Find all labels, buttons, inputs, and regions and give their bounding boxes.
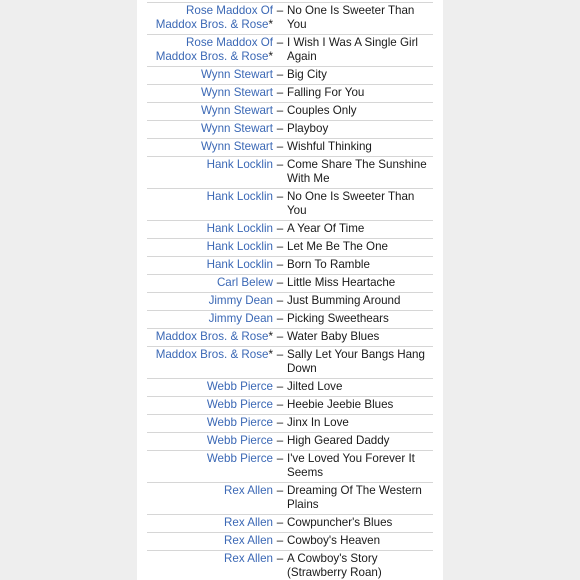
artist-link[interactable]: Wynn Stewart — [200, 86, 273, 99]
track-title: Playboy — [287, 122, 329, 135]
track-title: No One Is Sweeter Than You — [287, 190, 415, 217]
track-title: Big City — [287, 68, 327, 81]
separator-dash: – — [276, 158, 284, 171]
artist-link[interactable]: Webb Pierce — [206, 434, 273, 447]
track-title: High Geared Daddy — [287, 434, 390, 447]
artist-link[interactable]: Rose Maddox Of Maddox Bros. & Rose — [155, 36, 273, 63]
separator-dash: – — [276, 294, 284, 307]
artist-cell — [147, 398, 273, 412]
artist-cell — [147, 122, 273, 136]
track-row — [147, 532, 433, 550]
track-row — [147, 310, 433, 328]
track-title: Water Baby Blues — [287, 330, 380, 343]
separator-dash: – — [276, 552, 284, 565]
artist-link[interactable]: Hank Locklin — [206, 222, 273, 235]
track-title: Cowpuncher's Blues — [287, 516, 393, 529]
track-title: Wishful Thinking — [287, 140, 372, 153]
artist-link[interactable]: Wynn Stewart — [200, 104, 273, 117]
separator-dash: – — [276, 330, 284, 343]
artist-link[interactable]: Maddox Bros. & Rose — [155, 348, 269, 361]
artist-cell — [147, 258, 273, 272]
artist-cell — [147, 534, 273, 548]
artist-star-marker: * — [268, 348, 273, 361]
artist-link[interactable]: Rex Allen — [224, 552, 273, 565]
separator-dash: – — [276, 240, 284, 253]
artist-link[interactable]: Webb Pierce — [206, 452, 273, 465]
separator-dash: – — [276, 312, 284, 325]
artist-link[interactable]: Hank Locklin — [206, 158, 273, 171]
track-row — [147, 188, 433, 220]
track-title: Born To Ramble — [287, 258, 370, 271]
separator-dash: – — [276, 36, 284, 49]
separator-dash: – — [276, 276, 284, 289]
track-row — [147, 2, 433, 34]
artist-cell — [147, 190, 273, 204]
track-row — [147, 220, 433, 238]
artist-cell — [147, 86, 273, 100]
track-row — [147, 378, 433, 396]
track-row — [147, 432, 433, 450]
separator-dash: – — [276, 398, 284, 411]
artist-cell — [147, 452, 273, 466]
track-row — [147, 514, 433, 532]
separator-dash: – — [276, 516, 284, 529]
separator-dash: – — [276, 122, 284, 135]
track-row — [147, 450, 433, 482]
track-title: Just Bumming Around — [287, 294, 401, 307]
track-row — [147, 34, 433, 66]
artist-star-marker: * — [268, 18, 273, 31]
artist-cell — [147, 434, 273, 448]
track-title: Come Share The Sunshine With Me — [287, 158, 427, 185]
artist-link[interactable]: Wynn Stewart — [200, 140, 273, 153]
track-row — [147, 482, 433, 514]
artist-link[interactable]: Rex Allen — [224, 534, 273, 547]
separator-dash: – — [276, 86, 284, 99]
track-row — [147, 256, 433, 274]
artist-star-marker: * — [268, 330, 273, 343]
track-row — [147, 102, 433, 120]
track-row — [147, 138, 433, 156]
artist-cell — [147, 330, 273, 344]
separator-dash: – — [276, 434, 284, 447]
track-title: Picking Sweethears — [287, 312, 389, 325]
track-row — [147, 120, 433, 138]
separator-dash: – — [276, 484, 284, 497]
artist-cell — [147, 516, 273, 530]
artist-cell — [147, 140, 273, 154]
artist-link[interactable]: Carl Belew — [216, 276, 273, 289]
artist-link[interactable]: Wynn Stewart — [200, 122, 273, 135]
track-title: Jinx In Love — [287, 416, 349, 429]
artist-cell — [147, 158, 273, 172]
track-row — [147, 396, 433, 414]
artist-link[interactable]: Hank Locklin — [206, 240, 273, 253]
track-title: Cowboy's Heaven — [287, 534, 381, 547]
track-row — [147, 274, 433, 292]
separator-dash: – — [276, 222, 284, 235]
artist-link[interactable]: Rex Allen — [224, 484, 273, 497]
artist-cell — [147, 348, 273, 362]
artist-link[interactable]: Rex Allen — [224, 516, 273, 529]
track-row — [147, 328, 433, 346]
artist-cell — [147, 380, 273, 394]
artist-cell — [147, 416, 273, 430]
track-row — [147, 84, 433, 102]
separator-dash: – — [276, 348, 284, 361]
separator-dash: – — [276, 140, 284, 153]
artist-cell — [147, 36, 273, 64]
separator-dash: – — [276, 534, 284, 547]
artist-cell — [147, 222, 273, 236]
artist-link[interactable]: Hank Locklin — [206, 258, 273, 271]
track-title: Heebie Jeebie Blues — [287, 398, 394, 411]
track-title: I've Loved You Forever It Seems — [287, 452, 415, 479]
track-list — [137, 2, 443, 580]
track-title: Falling For You — [287, 86, 365, 99]
separator-dash: – — [276, 380, 284, 393]
artist-cell — [147, 552, 273, 566]
track-title: A Year Of Time — [287, 222, 365, 235]
artist-cell — [147, 312, 273, 326]
separator-dash: – — [276, 258, 284, 271]
track-title: I Wish I Was A Single Girl Again — [287, 36, 419, 63]
artist-cell — [147, 484, 273, 498]
artist-star-marker: * — [268, 50, 273, 63]
track-row — [147, 66, 433, 84]
artist-cell — [147, 4, 273, 32]
artist-link[interactable]: Wynn Stewart — [200, 68, 273, 81]
artist-link[interactable]: Jimmy Dean — [208, 312, 273, 325]
artist-cell — [147, 104, 273, 118]
artist-link[interactable]: Maddox Bros. & Rose — [155, 330, 269, 343]
separator-dash: – — [276, 104, 284, 117]
track-row — [147, 346, 433, 378]
tracklist-page — [137, 0, 443, 580]
track-title: Sally Let Your Bangs Hang Down — [287, 348, 425, 375]
track-title: Couples Only — [287, 104, 357, 117]
track-title: Jilted Love — [287, 380, 343, 393]
artist-link[interactable]: Hank Locklin — [206, 190, 273, 203]
track-title: Little Miss Heartache — [287, 276, 396, 289]
separator-dash: – — [276, 4, 284, 17]
track-row — [147, 550, 433, 580]
artist-cell — [147, 240, 273, 254]
artist-link[interactable]: Rose Maddox Of Maddox Bros. & Rose — [155, 4, 273, 31]
separator-dash: – — [276, 452, 284, 465]
artist-link[interactable]: Webb Pierce — [206, 398, 273, 411]
track-title: Dreaming Of The Western Plains — [287, 484, 422, 511]
track-row — [147, 238, 433, 256]
track-row — [147, 292, 433, 310]
track-title: A Cowboy's Story (Strawberry Roan) — [287, 552, 382, 579]
separator-dash: – — [276, 68, 284, 81]
artist-cell — [147, 68, 273, 82]
separator-dash: – — [276, 190, 284, 203]
track-row — [147, 414, 433, 432]
track-row — [147, 156, 433, 188]
separator-dash: – — [276, 416, 284, 429]
artist-link[interactable]: Webb Pierce — [206, 416, 273, 429]
artist-cell — [147, 294, 273, 308]
artist-cell — [147, 276, 273, 290]
track-title: No One Is Sweeter Than You — [287, 4, 415, 31]
track-title: Let Me Be The One — [287, 240, 388, 253]
artist-link[interactable]: Webb Pierce — [206, 380, 273, 393]
artist-link[interactable]: Jimmy Dean — [208, 294, 273, 307]
